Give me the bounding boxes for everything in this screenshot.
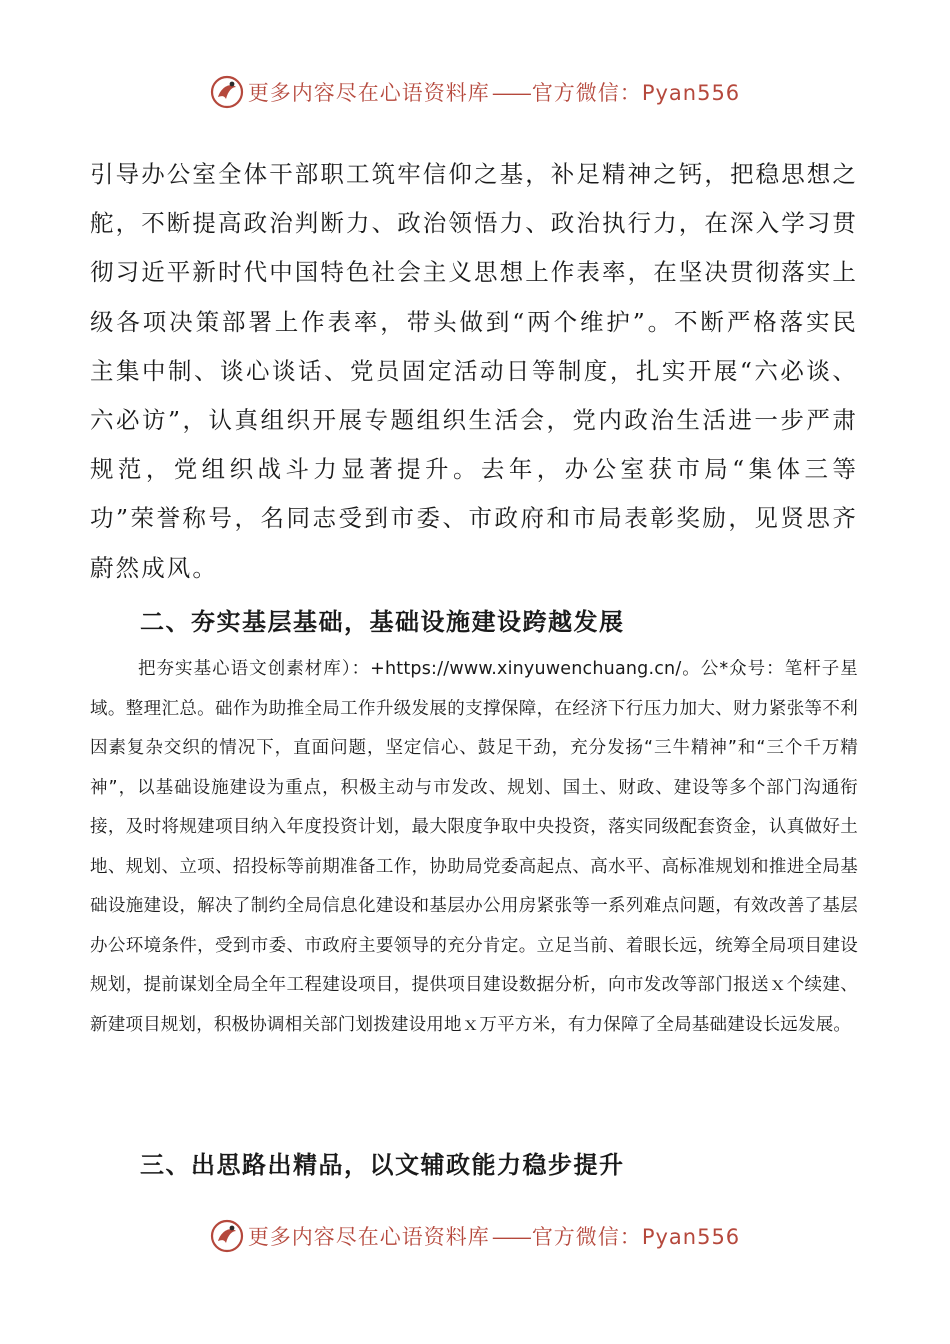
banner-wechat-id: Pyan556 (641, 81, 741, 105)
banner-title: 更多内容尽在心语资料库 (247, 1225, 490, 1249)
banner-text (248, 1221, 740, 1251)
section-heading-3: 三、出思路出精品，以文辅政能力稳步提升 (140, 1151, 625, 1179)
brand-logo-icon (210, 1219, 244, 1253)
body-paragraph-1: 引导办公室全体干部职工筑牢信仰之基，补足精神之钙，把稳思想之舵，不断提高政治判断力、政治领悟力、政治执行力，在深入学习贯彻习近平新时代中国特色社会主义思想上作表率，在坚决贯彻落实上级各项决策部署上作表率，带头做到“两个维护”。不断严格落实民主集中制、谈心谈话、党员固定活动日等制度，扎实开展“六必谈、六必访”，认真组织开展专题组织生活会，党内政治生活进一步严肃规范，党组织战斗力显著提升。去年，办公室获市局“集体三等功”荣誉称号，名同志受到市委、市政府和市局表彰奖励，见贤思齐蔚然成风。 (90, 160, 858, 582)
banner-contact-label: 官方微信： (531, 1225, 642, 1249)
banner-wechat-id: Pyan556 (641, 1225, 741, 1249)
banner-dash: —— (491, 81, 530, 105)
footer-banner (0, 1216, 950, 1256)
banner-contact-label: 官方微信： (531, 81, 642, 105)
banner-title: 更多内容尽在心语资料库 (247, 81, 490, 105)
banner-text (248, 77, 740, 107)
brand-logo-icon (210, 75, 244, 109)
body-paragraph-2: 把夯实基心语文创素材库）：+https://www.xinyuwenchuang.cn/。公*众号：笔杆子星域。整理汇总。础作为助推全局工作升级发展的支撑保障，在经济下行压力加大、财力紧张等不利因素复杂交织的情况下，直面问题，坚定信心、鼓足干劲，充分发扬“三牛精神”和“三个千万精神”，以基础设施建设为重点，积极主动与市发改、规划、国土、财政、建设等多个部门沟通衔接，及时将规建项目纳入年度投资计划，最大限度争取中央投资，落实同级配套资金，认真做好土地、规划、立项、招投标等前期准备工作，协助局党委高起点、高水平、高标准规划和推进全局基础设施建设，解决了制约全局信息化建设和基层办公用房紧张等一系列难点问题，有效改善了基层办公环境条件，受到市委、市政府主要领导的充分肯定。立足当前、着眼长远，统筹全局项目建设规划，提前谋划全局全年工程建设项目，提供项目建设数据分析，向市发改等部门报送ｘ个续建、新建项目规划，积极协调相关部门划拨建设用地ｘ万平方米，有力保障了全局基础建设长远发展。 (90, 659, 858, 1035)
banner-dash: —— (491, 1225, 530, 1249)
section-heading-2: 二、夯实基层基础，基础设施建设跨越发展 (140, 608, 625, 636)
header-banner (0, 72, 950, 112)
